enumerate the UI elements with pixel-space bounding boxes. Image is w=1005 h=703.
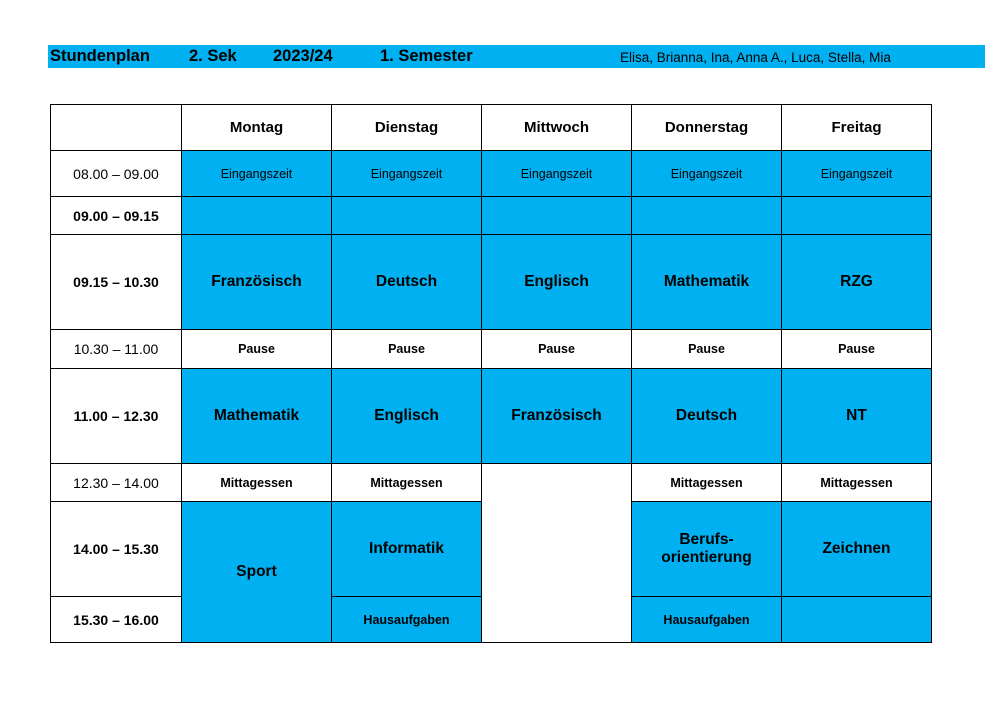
- empty-blue-cell: [782, 597, 932, 643]
- pause-cell: Pause: [782, 330, 932, 369]
- lesson-cell: Deutsch: [632, 369, 782, 464]
- lesson-cell: Informatik: [332, 502, 482, 597]
- homework-cell: Hausaufgaben: [332, 597, 482, 643]
- pause-cell: Pause: [182, 330, 332, 369]
- time-cell: 15.30 – 16.00: [51, 597, 182, 643]
- row-0800: [51, 151, 932, 197]
- lesson-text-line1: Berufs-: [679, 531, 734, 548]
- row-1100: [51, 369, 932, 464]
- time-cell: 10.30 – 11.00: [51, 330, 182, 369]
- lesson-cell: Englisch: [482, 235, 632, 330]
- day-header-thursday: Donnerstag: [632, 105, 782, 151]
- lesson-cell: Eingangszeit: [332, 151, 482, 197]
- lunch-cell: Mittagessen: [632, 464, 782, 502]
- semester-label: 1. Semester: [380, 47, 473, 65]
- timetable: [50, 104, 932, 643]
- homework-cell: Hausaufgaben: [632, 597, 782, 643]
- lesson-cell-berufsorientierung: [632, 502, 782, 597]
- day-header-tuesday: Dienstag: [332, 105, 482, 151]
- row-1030: [51, 330, 932, 369]
- lunch-cell: Mittagessen: [782, 464, 932, 502]
- lesson-text-line2: orientierung: [661, 549, 752, 566]
- time-cell: 14.00 – 15.30: [51, 502, 182, 597]
- day-header-row: [51, 105, 932, 151]
- empty-blue-cell: [182, 197, 332, 235]
- lesson-cell: Deutsch: [332, 235, 482, 330]
- lesson-cell: Zeichnen: [782, 502, 932, 597]
- class-label: 2. Sek: [189, 47, 237, 65]
- lesson-cell: Englisch: [332, 369, 482, 464]
- row-0900: [51, 197, 932, 235]
- day-header-monday: Montag: [182, 105, 332, 151]
- time-cell: 08.00 – 09.00: [51, 151, 182, 197]
- school-year: 2023/24: [273, 47, 333, 65]
- header-bar: [48, 45, 985, 68]
- lesson-cell: Französisch: [482, 369, 632, 464]
- pause-cell: Pause: [632, 330, 782, 369]
- lesson-cell: Mathematik: [632, 235, 782, 330]
- day-header-wednesday: Mittwoch: [482, 105, 632, 151]
- lesson-cell: Eingangszeit: [182, 151, 332, 197]
- corner-cell: [51, 105, 182, 151]
- day-header-friday: Freitag: [782, 105, 932, 151]
- row-0915: [51, 235, 932, 330]
- empty-blue-cell: [632, 197, 782, 235]
- lunch-cell: Mittagessen: [332, 464, 482, 502]
- student-names: Elisa, Brianna, Ina, Anna A., Luca, Stella, Mia: [620, 50, 891, 65]
- time-cell: 09.00 – 09.15: [51, 197, 182, 235]
- lesson-cell-sport: Sport: [182, 502, 332, 643]
- time-cell: 09.15 – 10.30: [51, 235, 182, 330]
- lunch-cell: Mittagessen: [182, 464, 332, 502]
- pause-cell: Pause: [482, 330, 632, 369]
- page-title: Stundenplan: [50, 47, 150, 65]
- lesson-cell: Französisch: [182, 235, 332, 330]
- empty-blue-cell: [332, 197, 482, 235]
- lesson-cell: NT: [782, 369, 932, 464]
- time-cell: 12.30 – 14.00: [51, 464, 182, 502]
- lesson-cell: Eingangszeit: [632, 151, 782, 197]
- lesson-cell: Eingangszeit: [482, 151, 632, 197]
- empty-blue-cell: [482, 197, 632, 235]
- row-1230: [51, 464, 932, 502]
- wednesday-free-cell: [482, 464, 632, 643]
- time-cell: 11.00 – 12.30: [51, 369, 182, 464]
- lesson-cell: RZG: [782, 235, 932, 330]
- empty-blue-cell: [782, 197, 932, 235]
- lesson-cell: Eingangszeit: [782, 151, 932, 197]
- pause-cell: Pause: [332, 330, 482, 369]
- lesson-cell: Mathematik: [182, 369, 332, 464]
